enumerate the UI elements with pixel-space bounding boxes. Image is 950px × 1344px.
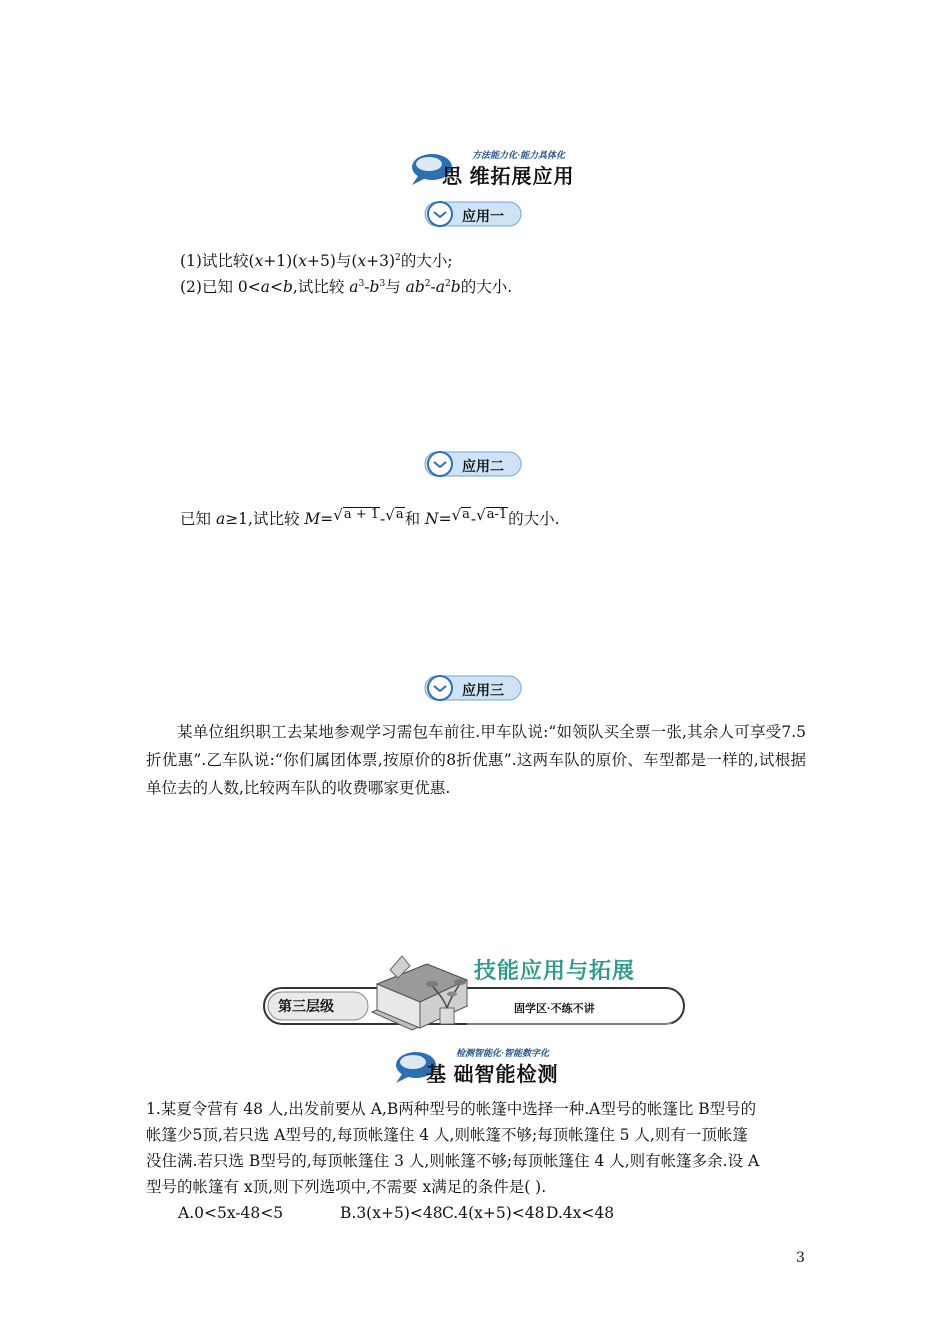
level-subtitle: 固学区·不练不讲 [514, 1003, 595, 1015]
radical-a: a [395, 507, 404, 522]
level-title: 技能应用与拓展 [474, 958, 636, 983]
level-three-banner [262, 944, 686, 1036]
section-banner-thinking [410, 148, 600, 190]
app3-label-pill [424, 674, 522, 702]
q1-line-3: 没住满.若只选 B型号的,每顶帐篷住 3 人,则帐篷不够;每顶帐篷住 4 人,则有帐篷多余.设 A [146, 1152, 760, 1170]
radical-a-2: a [462, 507, 470, 522]
app1-label: 应用一 [462, 208, 504, 224]
app2-label: 应用二 [462, 458, 504, 474]
q1-line-2: 帐篷少5顶,若只选 A型号的,每顶帐篷住 4 人,则帐篷不够;每顶帐篷住 5 人,则有一顶帐篷 [146, 1126, 748, 1144]
app3-paragraph: 某单位组织职工去某地参观学习需包车前往.甲车队说:“如领队买全票一张,其余人可享受7.5折优惠”.乙车队说:“你们属团体票,按原价的8折优惠”.这两车队的原价、车型都是一样的,试根据单位去的人数,比较两车队的收费哪家更优惠. [146, 723, 806, 797]
app2-label-pill [424, 450, 522, 478]
section-banner-testing [394, 1046, 584, 1088]
level-tag: 第三层级 [278, 998, 334, 1014]
q1-option-d: D.4x<48 [546, 1204, 615, 1222]
q1-option-a: A.0<5x-48<5 [178, 1204, 284, 1222]
q1-option-c: C.4(x+5)<48 [442, 1204, 545, 1222]
section-subtitle: 检测智能化·智能数字化 [456, 1048, 549, 1058]
section-title: 基 础智能检测 [426, 1064, 559, 1086]
app1-question-1: (1)试比较(x+1)(x+5)与$(x+3)^2$的大小; [180, 252, 453, 270]
radical-a-plus-1: a + 1 [343, 507, 380, 522]
q1-option-b: B.3(x+5)<48 [340, 1204, 443, 1222]
page-number: 3 [796, 1250, 805, 1266]
app1-label-pill [424, 200, 522, 228]
radical-a-minus-1: a-1 [486, 507, 508, 522]
section-subtitle: 方法能力化·能力具体化 [472, 150, 565, 160]
section-title: 思 维拓展应用 [442, 166, 575, 188]
q1-line-1: 1.某夏令营有 48 人,出发前要从 A,B两种型号的帐篷中选择一种.A型号的帐篷比 B型号的 [146, 1100, 757, 1118]
app3-label: 应用三 [462, 682, 504, 698]
q1-line-4: 型号的帐篷有 x顶,则下列选项中,不需要 x满足的条件是( ). [146, 1178, 547, 1196]
app2-question: 已知 a≥1,试比较 M=√a + 1-√a和 N=√a-√a-1的大小. [180, 506, 560, 528]
app1-question-2: (2)已知 0<a<b,试比较 $a^3-b^3$与 $ab^2-a^2b$的大小. [180, 278, 513, 296]
